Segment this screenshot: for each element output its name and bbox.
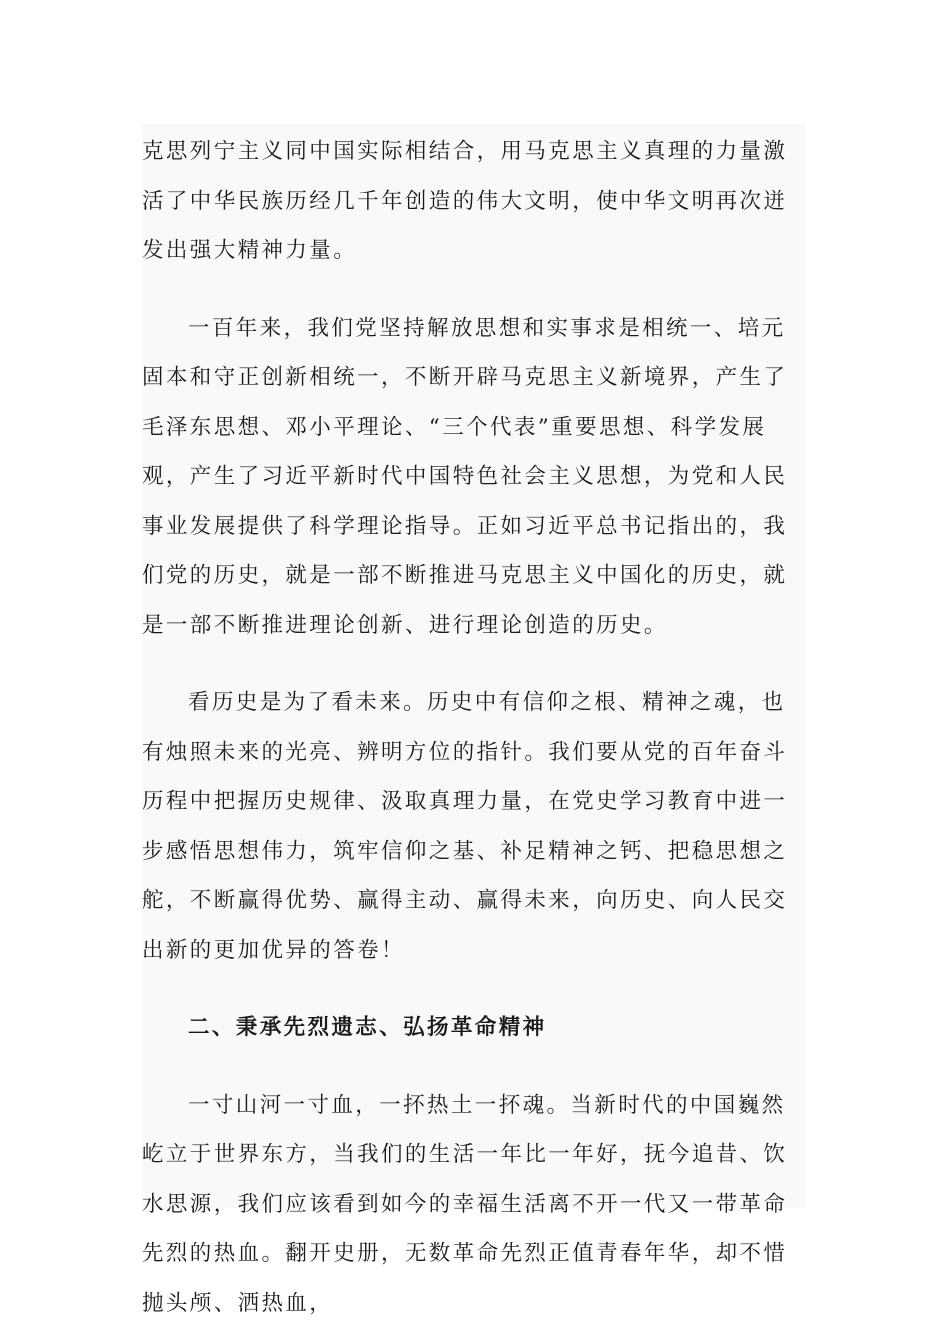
paragraph-party-theory: 一百年来，我们党坚持解放思想和实事求是相统一、培元固本和守正创新相统一，不断开辟马克思主义新境界，产生了毛泽东思想、邓小平理论、“三个代表”重要思想、科学发展观，产生了习近平新时代中国特色社会主义思想，为党和人民事业发展提供了科学理论指导。正如习近平总书记指出的，我们党的历史，就是一部不断推进马克思主义中国化的历史，就是一部不断推进理论创新、进行理论创造的历史。 [142, 315, 788, 638]
paragraph-martyrs: 一寸山河一寸血，一抔热土一抔魂。当新时代的中国巍然屹立于世界东方，当我们的生活一年比一年好，抚今追昔、饮水思源，我们应该看到如今的幸福生活离不开一代又一带革命先烈的热血。翻开史册，无数革命先烈正值青春年华，却不惜抛头颅、洒热血， [142, 1092, 788, 1316]
paragraph-history-future: 看历史是为了看未来。历史中有信仰之根、精神之魂，也有烛照未来的光亮、辨明方位的指针。我们要从党的百年奋斗历程中把握历史规律、汲取真理力量，在党史学习教育中进一步感悟思想伟力，筑牢信仰之基、补足精神之钙、把稳思想之舵，不断赢得优势、赢得主动、赢得未来，向历史、向人民交出新的更加优异的答卷！ [142, 690, 788, 963]
paragraph-continuation: 克思列宁主义同中国实际相结合，用马克思主义真理的力量激活了中华民族历经几千年创造的伟大文明，使中华文明再次迸发出强大精神力量。 [142, 139, 788, 263]
section-heading: 二、秉承先烈遗志、弘扬革命精神 [188, 1015, 547, 1040]
document-page [142, 124, 806, 1316]
